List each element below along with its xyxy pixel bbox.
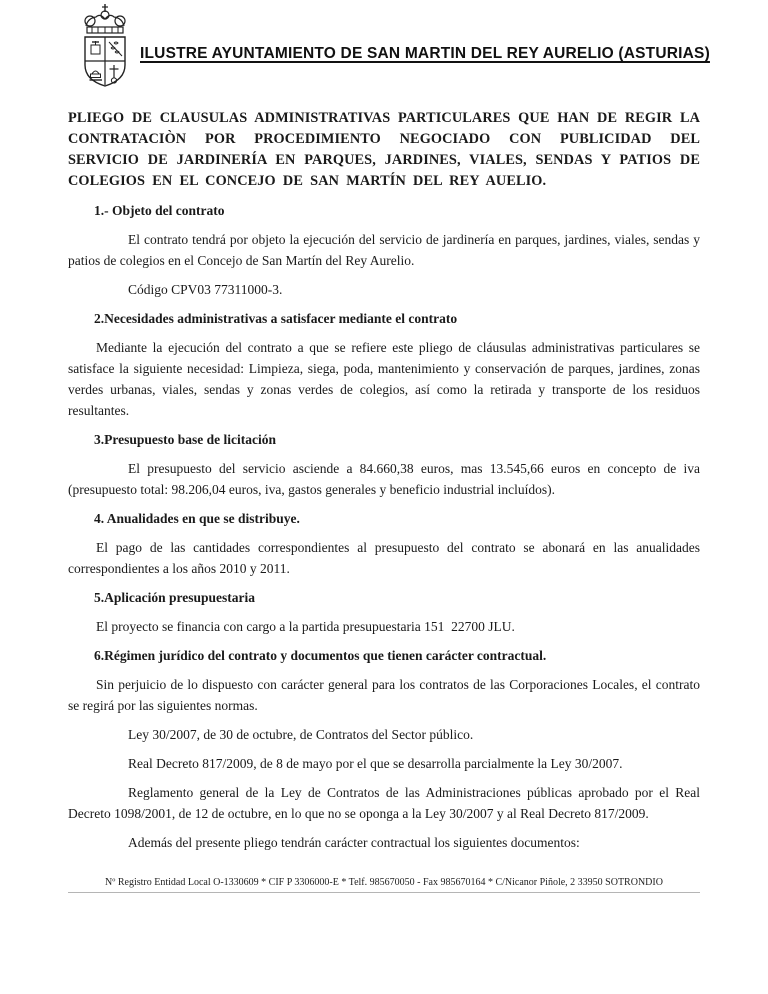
coat-of-arms-logo	[74, 4, 136, 90]
section-heading: 4. Anualidades en que se distribuye.	[94, 511, 300, 526]
organization-title: ILUSTRE AYUNTAMIENTO DE SAN MARTIN DEL REY AURELIO (ASTURIAS)	[140, 45, 710, 62]
paragraph: El contrato tendrá por objeto la ejecución del servicio de jardinería en parques, jardines, viales, sendas y patios de colegios en el Concejo de San Martín del Rey Aurelio.	[68, 232, 700, 268]
paragraph-real-decreto: Real Decreto 817/2009, de 8 de mayo por el que se desarrolla parcialmente la Ley 30/2007.	[128, 756, 623, 771]
footer-registry-line: Nº Registro Entidad Local O-1330609 * CIF P 3306000-E * Telf. 985670050 - Fax 985670164 * C/Nicanor Piñole, 2 33950 SOTRONDIO	[68, 876, 700, 893]
paragraph-cpv-code: Código CPV03 77311000-3.	[128, 282, 283, 297]
paragraph-reglamento: Reglamento general de la Ley de Contratos de las Administraciones públicas aprobado por el Real Decreto 1098/2001, de 12 de octubre, en lo que no se oponga a la Ley 30/2007 y al Real Decreto 817/2009.	[68, 785, 700, 821]
section-heading: 2.Necesidades administrativas a satisfacer mediante el contrato	[94, 311, 458, 326]
paragraph-ley: Ley 30/2007, de 30 de octubre, de Contratos del Sector público.	[128, 727, 474, 742]
document-body	[68, 108, 700, 853]
paragraph-budget: El presupuesto del servicio asciende a 84.660,38 euros, mas 13.545,66 euros en concepto de iva (presupuesto total: 98.206,04 euros, iva, gastos generales y beneficio industrial incluídos).	[68, 461, 700, 497]
section-heading: 6.Régimen jurídico del contrato y documentos que tienen carácter contractual.	[94, 648, 547, 663]
section-5-aplicacion	[68, 587, 700, 637]
section-3-presupuesto	[68, 429, 700, 500]
section-6-regimen	[68, 645, 700, 853]
paragraph: Mediante la ejecución del contrato a que se refiere este pliego de cláusulas administrativas particulares se satisface la siguiente necesidad: Limpieza, siega, poda, mantenimiento y conservación de parques, jardines, zonas verdes urbanas, viales, sendas y zonas verdes de colegios, así como la retirada y transporte de los residuos resultantes.	[68, 340, 700, 418]
paragraph: Sin perjuicio de lo dispuesto con carácter general para los contratos de las Corporaciones Locales, el contrato se regirá por las siguientes normas.	[68, 677, 700, 713]
section-4-anualidades	[68, 508, 700, 579]
section-heading: 3.Presupuesto base de licitación	[94, 432, 276, 447]
paragraph-ademas: Además del presente pliego tendrán carácter contractual los siguientes documentos:	[128, 835, 580, 850]
coat-of-arms-icon	[74, 77, 136, 94]
paragraph-partida: El proyecto se financia con cargo a la partida presupuestaria 151 22700 JLU.	[96, 619, 515, 634]
section-1-objeto	[68, 200, 700, 300]
section-heading: 1.- Objeto del contrato	[94, 203, 225, 218]
page-header	[0, 0, 768, 95]
section-heading: 5.Aplicación presupuestaria	[94, 590, 256, 605]
document-title: PLIEGO DE CLAUSULAS ADMINISTRATIVAS PARTICULARES QUE HAN DE REGIR LA CONTRATACIÒN POR PROCEDIMIENTO NEGOCIADO CON PUBLICIDAD DEL SERVICIO DE JARDINERÍA EN PARQUES, JARDINES, VIALES, SENDAS Y PATIOS DE COLEGIOS EN EL CONCEJO DE SAN MARTÍN DEL REY AUELIO.	[68, 110, 700, 189]
section-2-necesidades	[68, 308, 700, 421]
paragraph: El pago de las cantidades correspondientes al presupuesto del contrato se abonará en las anualidades correspondientes a los años 2010 y 2011.	[68, 540, 700, 576]
